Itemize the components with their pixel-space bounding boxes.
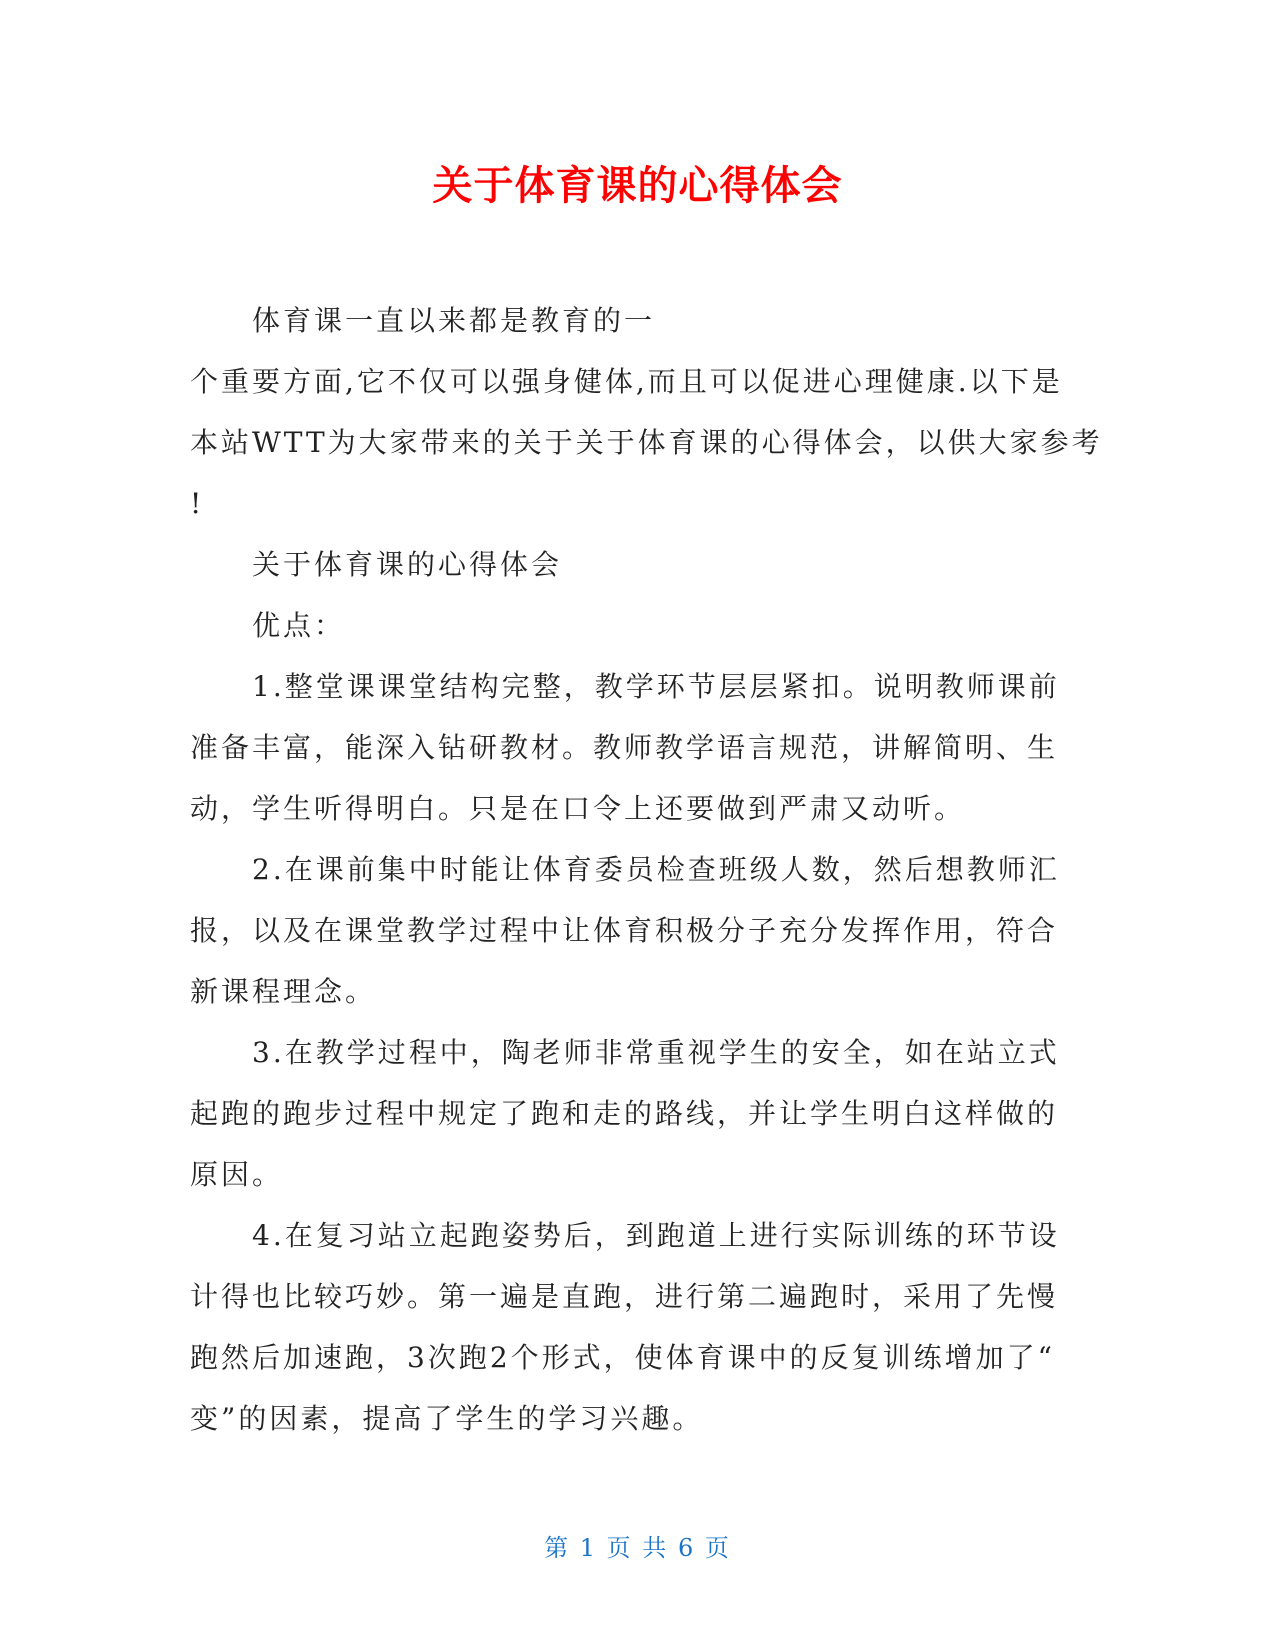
page-number: 第 1 页 共 6 页	[544, 1534, 731, 1562]
text-line: 2.在课前集中时能让体育委员检查班级人数，然后想教师汇	[252, 853, 1060, 886]
section-heading: 关于体育课的心得体会	[252, 548, 563, 581]
text-line: 4.在复习站立起跑姿势后，到跑道上进行实际训练的环节设	[252, 1219, 1060, 1252]
text-line: 跑然后加速跑，3次跑2个形式，使体育课中的反复训练增加了“	[190, 1341, 1055, 1374]
text-line: 体育课一直以来都是教育的一	[252, 304, 656, 337]
text-line: 新课程理念。	[190, 975, 377, 1008]
text-line: 报，以及在课堂教学过程中让体育积极分子充分发挥作用，符合	[190, 914, 1059, 947]
text-line: 动，学生听得明白。只是在口令上还要做到严肃又动听。	[190, 792, 966, 825]
text-line: 计得也比较巧妙。第一遍是直跑，进行第二遍跑时，采用了先慢	[190, 1280, 1059, 1313]
document-title: 关于体育课的心得体会	[432, 163, 843, 209]
document-body	[190, 290, 1103, 1449]
text-line: 1.整堂课课堂结构完整，教学环节层层紧扣。说明教师课前	[252, 670, 1060, 703]
text-line: 3.在教学过程中，陶老师非常重视学生的安全，如在站立式	[252, 1036, 1060, 1069]
text-line: 起跑的跑步过程中规定了跑和走的路线，并让学生明白这样做的	[190, 1097, 1059, 1130]
text-line: 准备丰富，能深入钻研教材。教师教学语言规范，讲解简明、生	[190, 731, 1059, 764]
text-line: 本站WTT为大家带来的关于关于体育课的心得体会，以供大家参考	[190, 426, 1103, 459]
text-line: !	[190, 487, 205, 520]
text-line: 原因。	[190, 1158, 284, 1191]
text-line: 变”的因素，提高了学生的学习兴趣。	[190, 1402, 704, 1435]
subheading: 优点：	[252, 609, 346, 642]
text-line: 个重要方面,它不仅可以强身健体,而且可以促进心理健康.以下是	[190, 365, 1063, 398]
